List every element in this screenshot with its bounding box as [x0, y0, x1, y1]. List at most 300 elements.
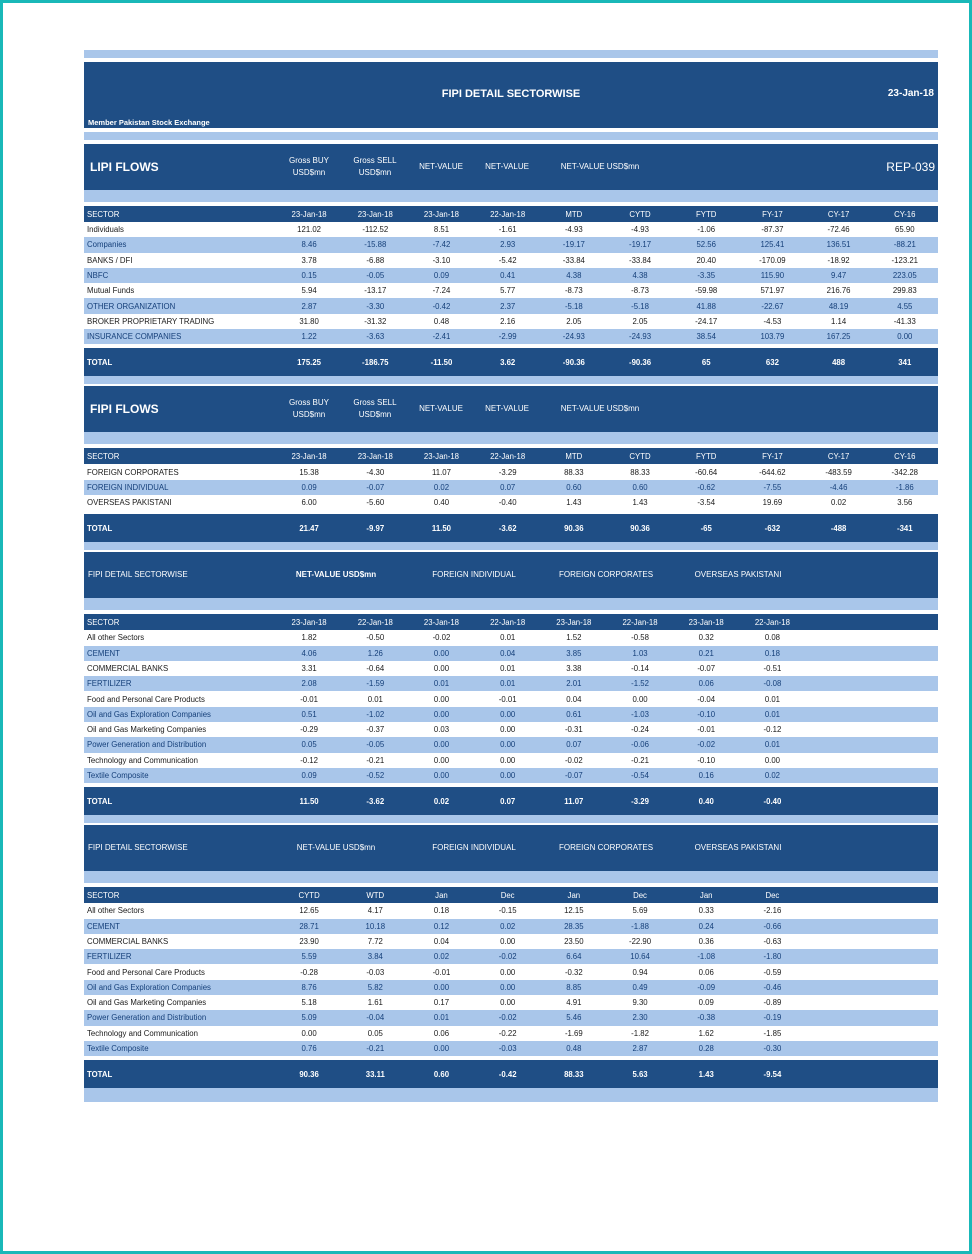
cell-value: -0.21 [366, 1044, 385, 1054]
cell-value: -632 [764, 523, 781, 533]
row-label: Mutual Funds [87, 286, 135, 296]
cell-value: 216.76 [826, 286, 851, 296]
cell-value: 9.47 [831, 271, 847, 281]
cell-value: 0.94 [632, 967, 648, 977]
cell-value: -0.40 [763, 796, 782, 806]
cell-value: -1.52 [631, 679, 649, 689]
cell-value: -6.88 [366, 255, 385, 265]
cell-value: 90.36 [299, 1069, 319, 1079]
cell-value: 0.40 [433, 498, 450, 508]
cell-value: -1.08 [697, 952, 716, 962]
cell-value: -2.99 [498, 332, 517, 342]
row-label: BROKER PROPRIETARY TRADING [87, 316, 215, 326]
cell-value: 0.04 [500, 648, 516, 658]
band-col: NET-VALUE USD$mn [560, 404, 640, 414]
top-spacer [84, 50, 938, 58]
band-col: FIPI DETAIL SECTORWISE [88, 843, 188, 853]
cell-value: 4.91 [566, 998, 582, 1008]
cell-value: 88.33 [564, 1069, 584, 1079]
cell-value: -186.75 [362, 357, 389, 367]
cell-value: 0.00 [433, 664, 450, 673]
cell-value: 0.49 [632, 982, 648, 992]
cell-value: -13.17 [364, 286, 387, 296]
cell-value: -60.64 [695, 467, 718, 477]
cell-value: 115.90 [760, 271, 785, 281]
cell-value: 0.00 [500, 982, 516, 992]
cell-value: 121.02 [297, 225, 322, 235]
cell-value: 0.00 [500, 755, 516, 765]
cell-value: -0.03 [366, 967, 385, 977]
row-label: Oil and Gas Marketing Companies [87, 725, 207, 735]
cell-value: -483.59 [825, 467, 852, 477]
cell-value: 28.35 [564, 921, 584, 931]
cell-value: -59.98 [695, 286, 718, 296]
cell-value: 22-Jan-18 [357, 617, 393, 627]
cell-value: 12.65 [299, 906, 319, 916]
cell-value: 0.17 [433, 998, 450, 1008]
cell-value: 0.01 [433, 1013, 450, 1023]
cell-value: 2.05 [632, 316, 648, 326]
cell-value: -88.21 [893, 240, 916, 250]
cell-value: 0.01 [500, 679, 516, 689]
cell-value: -1.69 [564, 1028, 583, 1038]
cell-value: 3.38 [566, 664, 582, 673]
cell-value: 488 [832, 357, 846, 367]
table-header-row [84, 887, 938, 903]
cell-value: 1.43 [566, 498, 582, 508]
band-col: Gross BUY USD$mn [288, 398, 329, 420]
cell-value: 571.97 [760, 286, 785, 296]
cell-value: -87.37 [761, 225, 784, 235]
cell-value: 10.18 [365, 921, 386, 931]
cell-value: -24.93 [628, 332, 652, 342]
cell-value: 20.40 [696, 255, 716, 265]
report-code: REP-039 [886, 160, 935, 174]
cell-value: 38.54 [696, 332, 716, 342]
cell-value: 41.88 [696, 301, 716, 311]
row-label: Companies [87, 240, 127, 250]
row-label: Power Generation and Distribution [87, 1013, 207, 1023]
cell-value: 0.00 [500, 936, 516, 946]
cell-value: -0.04 [366, 1013, 385, 1023]
table-row [84, 480, 938, 495]
cell-value: -3.29 [498, 467, 517, 477]
cell-value: 1.62 [698, 1028, 714, 1038]
cell-value: -0.52 [366, 771, 385, 781]
cell-value: 0.24 [698, 921, 714, 931]
table-header-row [84, 448, 938, 464]
row-label: SECTOR [87, 209, 120, 219]
cell-value: 4.38 [566, 271, 582, 281]
band-col: NET-VALUE [419, 162, 463, 171]
cell-value: -33.84 [562, 255, 585, 265]
table-row [84, 495, 938, 510]
row-label: Food and Personal Care Products [87, 694, 205, 704]
cell-value: 299.83 [892, 286, 917, 296]
cell-value: FY-17 [762, 451, 783, 461]
band-col: FOREIGN CORPORATES [558, 570, 654, 580]
row-label: SECTOR [87, 451, 120, 461]
cell-value: 341 [898, 357, 912, 367]
cell-value: -0.06 [631, 740, 649, 750]
cell-value: -8.73 [631, 286, 649, 296]
cell-value: 11.50 [299, 796, 319, 806]
cell-value: -3.62 [366, 796, 385, 806]
fipi-title: FIPI FLOWS [90, 402, 159, 417]
cell-value: 136.51 [826, 240, 851, 250]
table-header-row [84, 614, 938, 630]
cell-value: -0.50 [366, 633, 385, 643]
cell-value: 0.76 [301, 1044, 317, 1054]
band-col: FOREIGN INDIVIDUAL [432, 570, 516, 580]
cell-value: 1.22 [301, 332, 317, 342]
cell-value: 5.69 [632, 906, 648, 916]
cell-value: -19.17 [562, 240, 585, 250]
row-label: Oil and Gas Exploration Companies [87, 982, 211, 992]
cell-value: 0.00 [500, 740, 516, 750]
cell-value: -65 [700, 523, 712, 533]
cell-value: -7.55 [763, 482, 782, 492]
cell-value: Dec [765, 890, 780, 900]
cell-value: -0.22 [498, 1028, 517, 1038]
cell-value: 6.00 [301, 498, 317, 508]
cell-value: Dec [500, 890, 515, 900]
cell-value: -0.07 [366, 482, 385, 492]
cell-value: 3.56 [897, 498, 913, 508]
cell-value: 0.02 [433, 482, 450, 492]
row-label: Food and Personal Care Products [87, 967, 205, 977]
cell-value: 22-Jan-18 [490, 209, 526, 219]
cell-value: -0.12 [763, 725, 782, 735]
cell-value: 3.31 [301, 664, 317, 673]
cell-value: 0.01 [433, 679, 450, 689]
cell-value: -1.02 [366, 709, 385, 719]
cell-value: -3.62 [498, 523, 517, 533]
cell-value: -0.37 [366, 725, 385, 735]
cell-value: 1.26 [367, 648, 383, 658]
cell-value: -7.24 [432, 286, 451, 296]
cell-value: 23-Jan-18 [291, 209, 327, 219]
cell-value: 0.00 [433, 648, 450, 658]
cell-value: 1.52 [566, 633, 582, 643]
table-row [84, 283, 938, 298]
report-sheet [84, 50, 938, 1102]
cell-value: 22-Jan-18 [754, 617, 790, 627]
row-label: FOREIGN CORPORATES [87, 467, 179, 477]
band-col: Gross SELL USD$mn [353, 156, 397, 177]
cell-value: CY-16 [894, 451, 916, 461]
cell-value: 125.41 [760, 240, 785, 250]
cell-value: 23-Jan-18 [291, 617, 327, 627]
cell-value: -0.04 [697, 694, 716, 704]
cell-value: -0.05 [366, 271, 385, 281]
cell-value: 88.33 [564, 467, 584, 477]
table-row [84, 980, 938, 995]
cell-value: 3.84 [367, 952, 383, 962]
table-row [84, 903, 938, 918]
cell-value: 0.04 [433, 936, 450, 946]
row-label: Textile Composite [87, 1044, 149, 1054]
cell-value: 0.00 [433, 771, 450, 781]
table-row [84, 464, 938, 479]
cell-value: -0.09 [697, 982, 716, 992]
row-label: TOTAL [87, 523, 113, 533]
cell-value: 23-Jan-18 [556, 617, 592, 627]
cell-value: 7.72 [367, 936, 383, 946]
cell-value: 1.43 [632, 498, 648, 508]
cell-value: -15.88 [364, 240, 387, 250]
cell-value: 0.12 [433, 921, 450, 931]
cell-value: 0.01 [367, 694, 383, 704]
table-row [84, 314, 938, 329]
cell-value: 2.87 [301, 301, 317, 311]
cell-value: -0.51 [763, 664, 782, 673]
cell-value: 0.33 [698, 906, 714, 916]
cell-value: 19.69 [762, 498, 783, 508]
cell-value: 1.82 [301, 633, 317, 643]
cell-value: -3.10 [432, 255, 451, 265]
cell-value: -1.03 [631, 709, 649, 719]
cell-value: 0.00 [500, 967, 516, 977]
cell-value: 0.01 [500, 664, 516, 673]
row-label: Technology and Communication [87, 755, 198, 765]
cell-value: -1.59 [366, 679, 385, 689]
cell-value: -33.84 [628, 255, 652, 265]
row-label: Textile Composite [87, 771, 149, 781]
cell-value: Jan [567, 890, 581, 900]
cell-value: -1.85 [763, 1028, 782, 1038]
cell-value: MTD [565, 451, 583, 461]
cell-value: 65.90 [895, 225, 915, 235]
cell-value: -0.62 [697, 482, 716, 492]
cell-value: 0.05 [367, 1028, 383, 1038]
cell-value: 0.01 [764, 709, 780, 719]
cell-value: 8.46 [301, 240, 317, 250]
report-header [84, 62, 938, 128]
cell-value: 11.07 [564, 796, 584, 806]
cell-value: 15.38 [299, 467, 319, 477]
cell-value: 3.62 [500, 357, 516, 367]
cell-value: -4.30 [366, 467, 385, 477]
cell-value: -0.54 [631, 771, 649, 781]
cell-value: -1.80 [763, 952, 782, 962]
cell-value: 2.08 [301, 679, 317, 689]
cell-value: CYTD [629, 209, 651, 219]
cell-value: 0.07 [500, 796, 516, 806]
cell-value: -0.07 [564, 771, 583, 781]
row-label: All other Sectors [87, 906, 145, 916]
cell-value: CY-17 [827, 209, 850, 219]
cell-value: 23-Jan-18 [423, 617, 460, 627]
row-label: TOTAL [87, 357, 113, 367]
cell-value: -4.46 [829, 482, 848, 492]
cell-value: 12.15 [564, 906, 584, 916]
cell-value: 0.01 [764, 694, 780, 704]
cell-value: 0.18 [433, 906, 450, 916]
cell-value: 0.02 [433, 952, 450, 962]
cell-value: -8.73 [564, 286, 583, 296]
table-total-row [84, 787, 938, 815]
cell-value: 0.00 [433, 740, 450, 750]
cell-value: 11.50 [431, 523, 452, 533]
row-label: FERTILIZER [87, 679, 132, 689]
cell-value: -0.02 [564, 755, 583, 765]
cell-value: 23-Jan-18 [423, 209, 460, 219]
cell-value: -18.92 [827, 255, 850, 265]
cell-value: 0.07 [500, 482, 516, 492]
cell-value: -0.40 [498, 498, 517, 508]
cell-value: 1.43 [698, 1069, 714, 1079]
cell-value: 0.61 [566, 709, 582, 719]
band-col: FIPI DETAIL SECTORWISE [88, 570, 188, 580]
cell-value: 4.06 [301, 648, 317, 658]
row-label: FERTILIZER [87, 952, 132, 962]
cell-value: -0.19 [763, 1013, 782, 1023]
cell-value: -0.29 [300, 725, 318, 735]
cell-value: 632 [765, 357, 779, 367]
cell-value: -0.89 [763, 998, 782, 1008]
cell-value: 5.18 [301, 998, 317, 1008]
cell-value: -1.06 [697, 225, 716, 235]
cell-value: 4.17 [367, 906, 383, 916]
table-row [84, 1041, 938, 1056]
band-col: FOREIGN INDIVIDUAL [432, 843, 516, 853]
cell-value: -3.63 [366, 332, 385, 342]
cell-value: -19.17 [628, 240, 652, 250]
cell-value: 0.00 [433, 694, 450, 704]
cell-value: -0.21 [631, 755, 649, 765]
cell-value: -0.59 [763, 967, 782, 977]
cell-value: -22.67 [761, 301, 784, 311]
cell-value: -0.07 [697, 664, 716, 673]
cell-value: 48.19 [828, 301, 849, 311]
row-label: COMMERCIAL BANKS [87, 936, 169, 946]
cell-value: 6.64 [566, 952, 582, 962]
cell-value: 23-Jan-18 [291, 451, 327, 461]
cell-value: 52.56 [696, 240, 716, 250]
cell-value: WTD [366, 890, 385, 900]
cell-value: -1.61 [498, 225, 517, 235]
row-label: OTHER ORGANIZATION [87, 301, 176, 311]
row-label: COMMERCIAL BANKS [87, 664, 169, 673]
cell-value: 0.08 [764, 633, 780, 643]
cell-value: 4.38 [632, 271, 648, 281]
cell-value: 0.51 [301, 709, 317, 719]
row-label: Power Generation and Distribution [87, 740, 207, 750]
row-label: FOREIGN INDIVIDUAL [87, 482, 169, 492]
sector1-table [84, 614, 938, 815]
cell-value: 22-Jan-18 [490, 451, 526, 461]
cell-value: -7.42 [432, 240, 451, 250]
cell-value: -0.02 [697, 740, 716, 750]
cell-value: 10.64 [630, 952, 650, 962]
cell-value: 23.50 [564, 936, 584, 946]
table-row [84, 646, 938, 661]
cell-value: -0.64 [366, 664, 385, 673]
table-row [84, 919, 938, 934]
cell-value: 5.59 [301, 952, 317, 962]
cell-value: -3.54 [697, 498, 716, 508]
cell-value: 65 [701, 357, 711, 367]
lipi-table [84, 206, 938, 376]
cell-value: 5.94 [301, 286, 317, 296]
table-row [84, 1010, 938, 1025]
cell-value: CYTD [629, 451, 651, 461]
cell-value: 3.85 [566, 648, 582, 658]
cell-value: FYTD [696, 451, 717, 461]
cell-value: -0.66 [763, 921, 782, 931]
cell-value: 23-Jan-18 [423, 451, 460, 461]
cell-value: 0.28 [698, 1044, 714, 1054]
band-col: FOREIGN CORPORATES [558, 843, 654, 853]
report-date: 23-Jan-18 [887, 88, 934, 99]
cell-value: -0.01 [300, 694, 318, 704]
cell-value: 11.07 [432, 467, 451, 477]
fipi-table [84, 448, 938, 542]
cell-value: -1.86 [895, 482, 914, 492]
cell-value: -90.36 [628, 357, 652, 367]
cell-value: 0.00 [433, 755, 450, 765]
table-row [84, 676, 938, 691]
cell-value: 31.80 [299, 316, 319, 326]
cell-value: -0.12 [300, 755, 318, 765]
cell-value: -22.90 [628, 936, 652, 946]
cell-value: 8.51 [433, 225, 450, 235]
cell-value: -4.93 [631, 225, 649, 235]
table-total-row [84, 348, 938, 376]
cell-value: 0.06 [433, 1028, 450, 1038]
row-label: CEMENT [87, 921, 120, 931]
cell-value: 0.09 [698, 998, 714, 1008]
cell-value: 2.37 [500, 301, 516, 311]
cell-value: 0.07 [566, 740, 582, 750]
cell-value: -3.29 [631, 796, 649, 806]
cell-value: 90.36 [630, 523, 650, 533]
report-title: FIPI DETAIL SECTORWISE [441, 88, 581, 100]
cell-value: 28.71 [299, 921, 319, 931]
cell-value: 0.41 [500, 271, 516, 281]
table-row [84, 753, 938, 768]
cell-value: 0.21 [698, 648, 714, 658]
cell-value: 0.00 [500, 998, 516, 1008]
cell-value: 0.00 [500, 771, 516, 781]
cell-value: 0.00 [433, 982, 450, 992]
table-row [84, 737, 938, 752]
table-row [84, 630, 938, 645]
cell-value: -4.93 [564, 225, 583, 235]
table-row [84, 691, 938, 706]
row-label: TOTAL [87, 1069, 113, 1079]
cell-value: 0.00 [433, 709, 450, 719]
row-label: Technology and Communication [87, 1028, 198, 1038]
table-row [84, 268, 938, 283]
cell-value: 23-Jan-18 [688, 617, 724, 627]
cell-value: 0.00 [632, 694, 648, 704]
cell-value: 0.60 [566, 482, 582, 492]
table-row [84, 934, 938, 949]
cell-value: 5.09 [301, 1013, 317, 1023]
cell-value: -0.63 [763, 936, 782, 946]
cell-value: 0.00 [433, 1044, 450, 1054]
cell-value: -72.46 [827, 225, 850, 235]
cell-value: -90.36 [562, 357, 585, 367]
table-row [84, 1026, 938, 1041]
cell-value: -0.01 [498, 694, 517, 704]
cell-value: 0.04 [566, 694, 582, 704]
band-col: NET-VALUE [419, 404, 463, 414]
row-label: NBFC [87, 271, 109, 281]
row-label: INSURANCE COMPANIES [87, 332, 182, 342]
